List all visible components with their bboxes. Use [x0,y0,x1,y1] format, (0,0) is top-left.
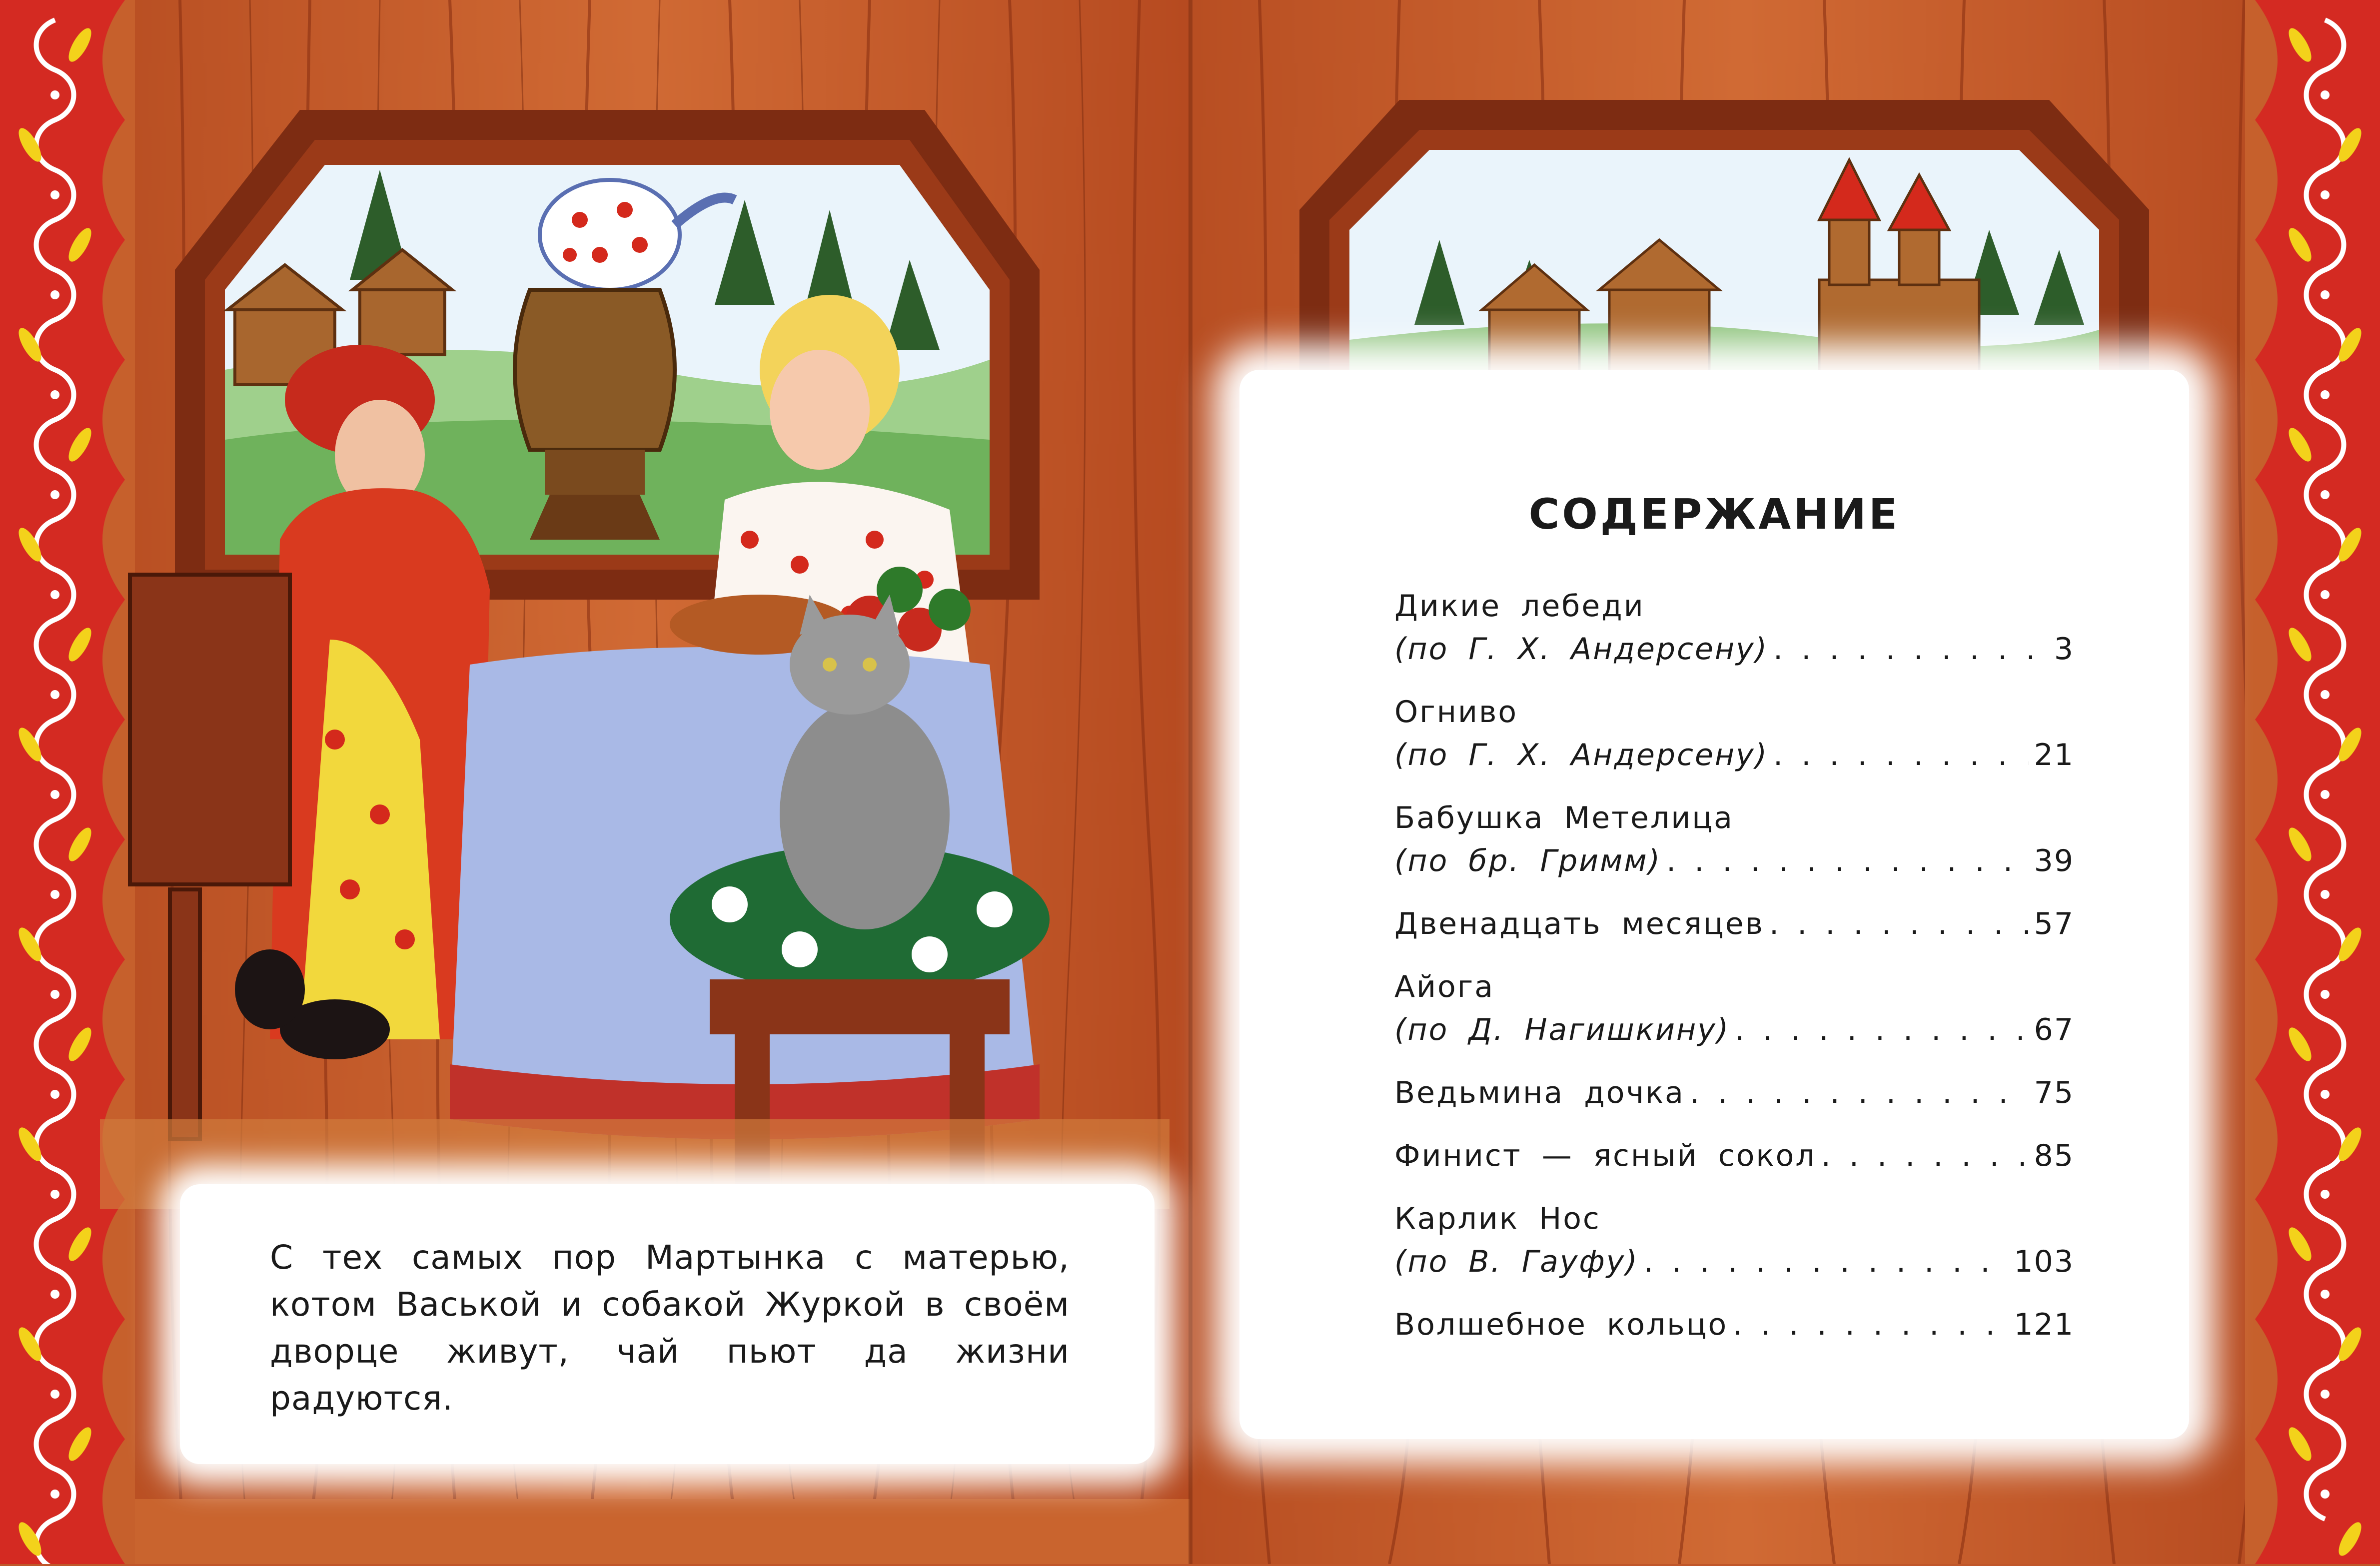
ornamental-border-right [2245,0,2380,1564]
toc-list [1394,585,2074,1366]
carved-chair [130,575,290,1139]
toc-entry[interactable] [1394,902,2074,945]
folk-ornament-icon [2245,0,2380,1564]
toc-entry-page: 103 [2014,1244,2074,1279]
toc-entry-source: (по бр. Гримм) [1394,843,1662,878]
toc-entry-source: (по Г. Х. Андерсену) [1394,632,1769,667]
toc-entry-page: 57 [2034,906,2074,941]
caption-panel [180,1184,1155,1464]
dot-leader [1821,1134,2029,1177]
dot-leader [1733,1303,2009,1346]
toc-entry-page: 75 [2034,1075,2074,1110]
dot-leader [1666,839,2029,882]
toc-entry[interactable] [1394,1197,2074,1283]
toc-entry[interactable] [1394,585,2074,671]
toc-entry-page: 85 [2034,1138,2074,1173]
dot-leader [1644,1240,2009,1283]
toc-panel [1239,370,2189,1439]
toc-entry[interactable] [1394,1303,2074,1346]
book-spine [1189,0,1192,1564]
dot-leader [1773,628,2049,671]
toc-entry-page: 3 [2054,632,2074,667]
dot-leader [1735,1008,2029,1051]
toc-entry-source: (по Д. Нагишкину) [1394,1012,1730,1047]
toc-entry-title: Ведьмина дочка [1394,1075,1685,1110]
toc-entry[interactable] [1394,1134,2074,1177]
dot-leader [1690,1071,2029,1114]
toc-entry[interactable] [1394,691,2074,777]
toc-entry-title: Карлик Нос [1394,1201,1601,1236]
tea-party-illustration [100,90,1170,1209]
toc-entry[interactable] [1394,1071,2074,1114]
toc-entry[interactable] [1394,965,2074,1051]
toc-entry-page: 121 [2014,1307,2074,1342]
toc-title: СОДЕРЖАНИЕ [1528,490,1900,539]
toc-entry-title: Финист — ясный сокол [1394,1138,1816,1173]
toc-entry-title: Дикие лебеди [1394,589,1645,624]
toc-entry-title: Двенадцать месяцев [1394,906,1764,941]
toc-entry-page: 67 [2034,1012,2074,1047]
dot-leader [1769,902,2029,945]
toc-entry-title: Айога [1394,969,1495,1004]
toc-entry[interactable] [1394,796,2074,882]
toc-entry-source: (по В. Гауфу) [1394,1244,1639,1279]
story-caption: С тех самых пор Мартынка с матерью, котом Васькой и собакой Журкой в своём дворце живут, чай пьют да жизни радуются. [270,1238,1070,1418]
toc-entry-page: 39 [2034,843,2074,878]
toc-entry-source: (по Г. Х. Андерсену) [1394,738,1769,773]
toc-entry-page: 21 [2034,738,2074,773]
dot-leader [1773,734,2029,777]
toc-entry-title: Волшебное кольцо [1394,1307,1728,1342]
toc-entry-title: Огниво [1394,695,1518,730]
toc-entry-title: Бабушка Метелица [1394,800,1734,835]
